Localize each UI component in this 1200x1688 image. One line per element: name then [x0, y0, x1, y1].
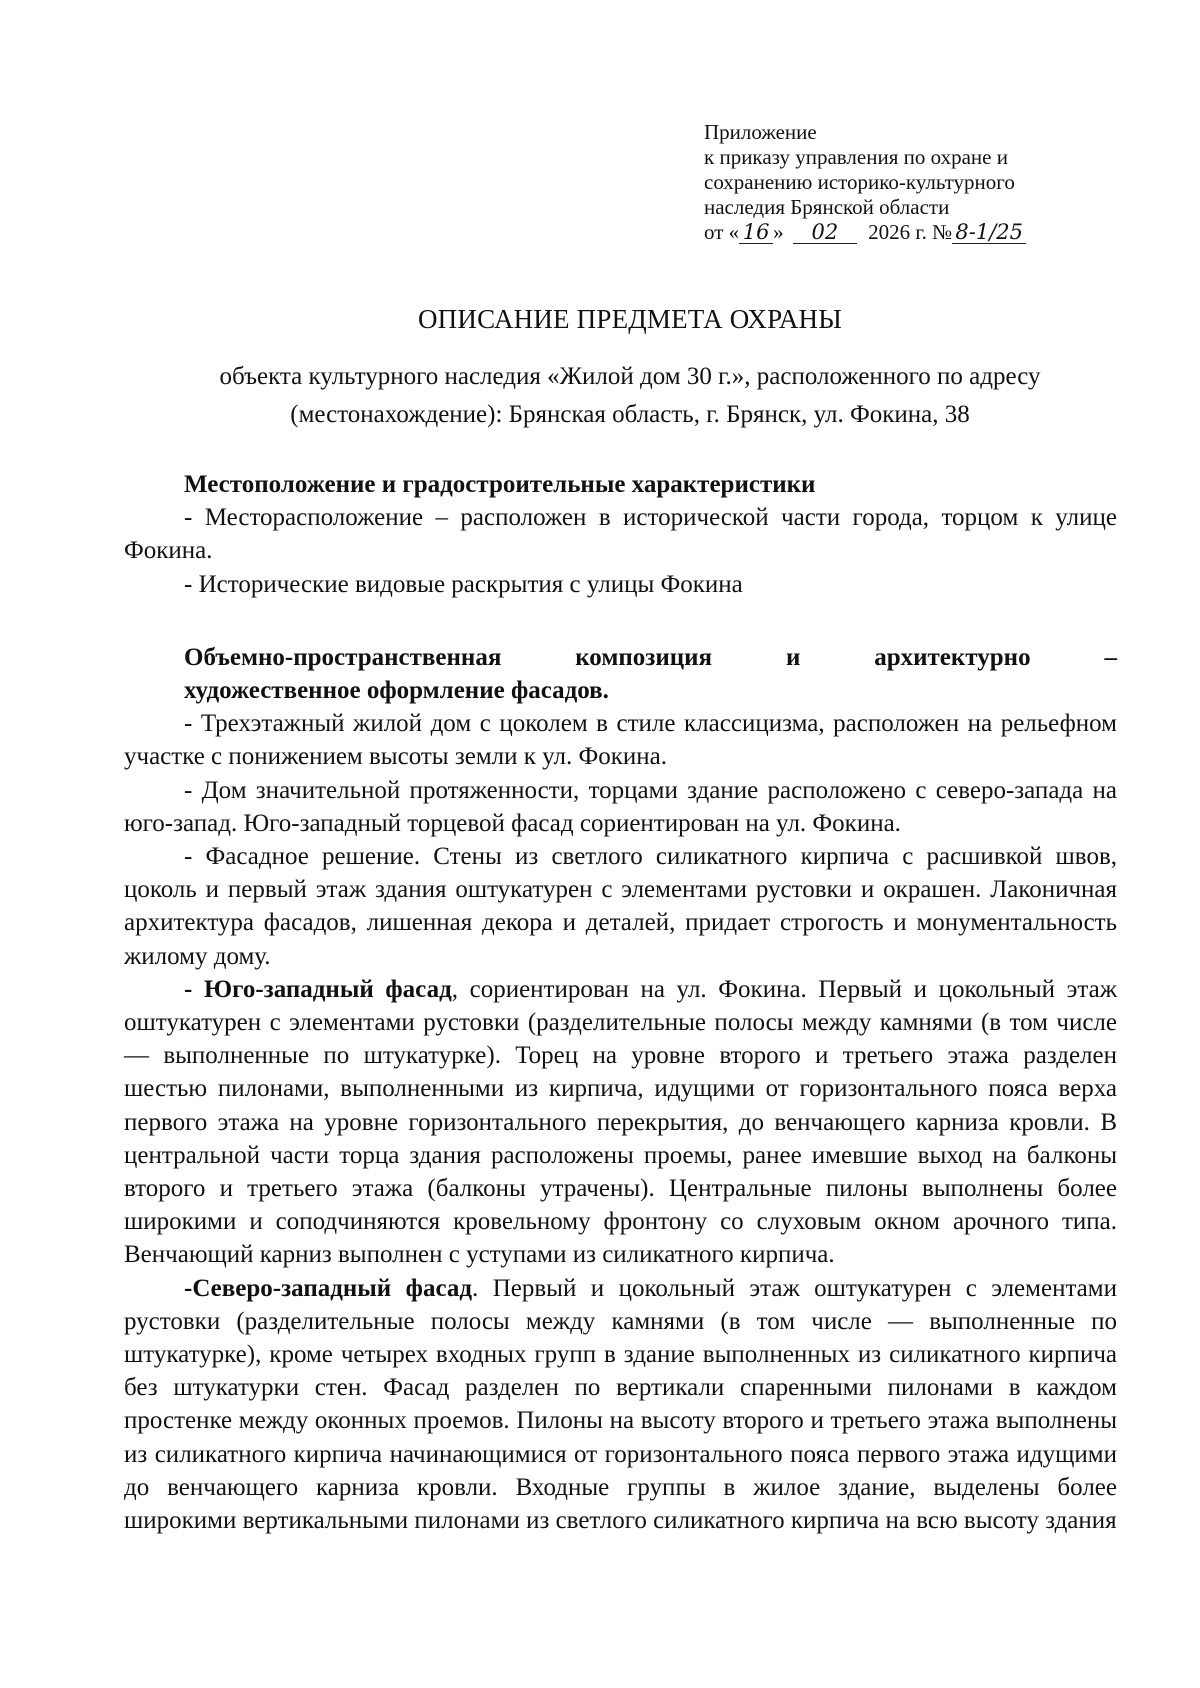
appendix-line: наследия Брянской области — [704, 195, 950, 219]
facade-label: -Северо-западный фасад — [184, 1274, 472, 1302]
subtitle-line: объекта культурного наследия «Жилой дом 30 г.», расположенного по адресу — [219, 363, 1041, 390]
date-prefix: от « — [704, 220, 740, 244]
paragraph-text: , сориентирован на ул. Фокина. Первый и цокольный этаж оштукатурен с элементами рустовки (разделительные полосы между камнями (в том числе — выполненные по штукатурке). Торец на уровне второго и третьего этажа разделен шестью пилонами, выполненными из кирпича, идущими от горизонтального пояса верха первого этажа на уровне горизонтального перекрытия, до венчающего карниза кровли. В центральной части торца здания расположены проемы, ранее имевшие выход на балконы второго и третьего этажа (балконы утрачены). Центральные пилоны выполнены более широкими и соподчиняются кровельному фронтону со слуховым окном арочного типа. Венчающий карниз выполнен с уступами из силикатного кирпича. — [124, 975, 1117, 1269]
order-date-line — [704, 220, 1026, 245]
appendix-line: сохранению историко-культурного — [704, 170, 1015, 194]
paragraph: - Месторасположение – расположен в исторической части города, торцом к улице Фокина. — [124, 504, 1117, 565]
section-heading — [124, 641, 1117, 707]
paragraph: - Дом значительной протяженности, торцами здание расположено с северо-запада на юго-запад. Юго-западный торцевой фасад сориентирован на ул. Фокина. — [124, 776, 1117, 837]
subtitle-line: (местонахождение): Брянская область, г. Брянск, ул. Фокина, 38 — [290, 401, 970, 428]
paragraph: - Фасадное решение. Стены из светлого силикатного кирпича с расшивкой швов, цоколь и первый этаж здания оштукатурен с элементами рустовки и окрашен. Лаконичная архитектура фасадов, лишенная декора и деталей, придает строгость и монументальность жилому дому. — [124, 843, 1117, 970]
paragraph: - Исторические видовые раскрытия с улицы Фокина — [184, 570, 743, 598]
heading-word: композиция — [575, 643, 713, 671]
paragraph: - Трехэтажный жилой дом с цоколем в стиле классицизма, расположен на рельефном участке с понижением высоты земли к ул. Фокина. — [124, 710, 1117, 771]
document-subtitle — [140, 358, 1120, 434]
heading-word: – — [1104, 643, 1117, 671]
document-title: ОПИСАНИЕ ПРЕДМЕТА ОХРАНЫ — [417, 304, 842, 334]
appendix-block — [704, 120, 1026, 245]
paragraph — [124, 973, 1117, 1272]
section-heading: Местоположение и градостроительные характеристики — [184, 471, 816, 498]
year-text: 2026 г. № — [868, 220, 953, 244]
heading-word: Объемно-пространственная — [184, 643, 502, 671]
document-body — [124, 468, 1117, 1537]
heading-word: и — [785, 643, 801, 671]
heading-line — [124, 641, 1117, 674]
appendix-line: к приказу управления по охране и — [704, 145, 1008, 169]
handwritten-day: 16 — [739, 222, 773, 244]
handwritten-number: 8-1/25 — [952, 222, 1026, 244]
heading-line: художественное оформление фасадов. — [184, 677, 609, 705]
facade-label: - Юго-западный фасад — [184, 975, 452, 1003]
paragraph — [124, 1272, 1117, 1538]
date-mid: » — [773, 220, 784, 244]
handwritten-month: 02 — [793, 222, 857, 244]
heading-word: архитектурно — [874, 643, 1031, 671]
paragraph-text: . Первый и цокольный этаж оштукатурен с элементами рустовки (разделительные полосы между камнями (в том числе — выполненные по штукатурке), кроме четырех входных групп в здание выполненных из силикатного кирпича без штукатурки стен. Фасад разделен по вертикали спаренными пилонами в каждом простенке между оконных проемов. Пилоны на высоту второго и третьего этажа выполнены из силикатного кирпича начинающимися от горизонтального пояса первого этажа идущими до венчающего карниза кровли. Входные группы в жилое здание, выделены более широкими вертикальными пилонами из светлого силикатного кирпича на всю высоту здания — [124, 1274, 1117, 1535]
appendix-line: Приложение — [704, 120, 817, 144]
